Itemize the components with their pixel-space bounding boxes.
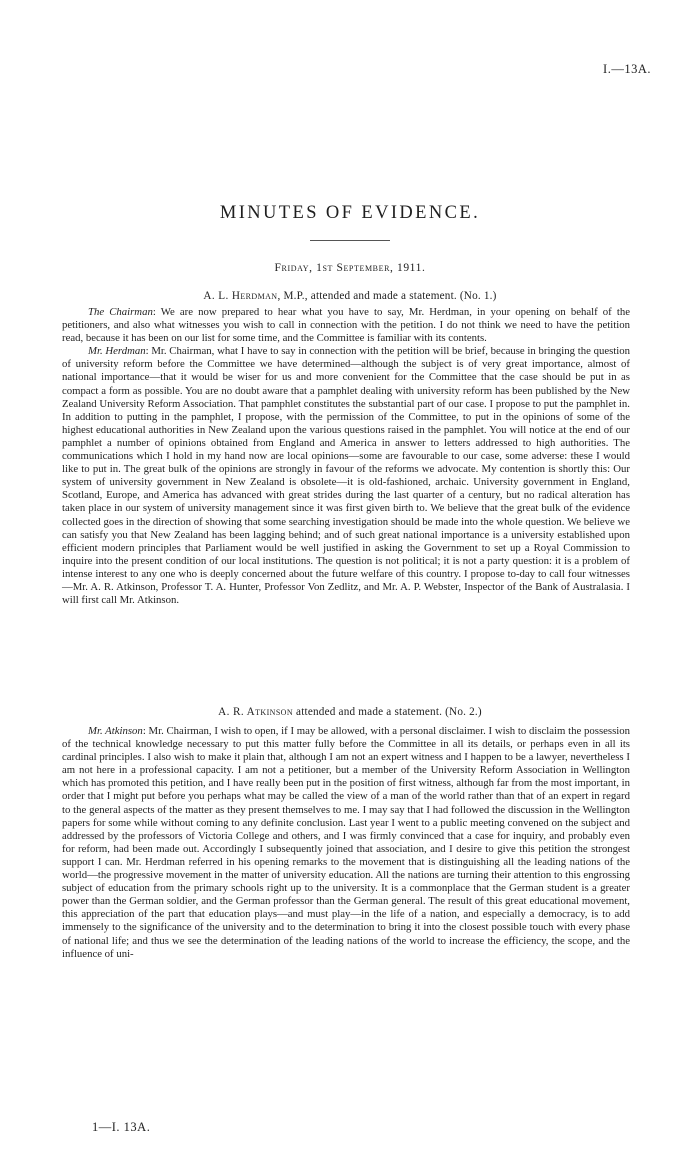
- witness-name-2: A. R. Atkinson: [218, 706, 294, 718]
- witness-name-1: A. L. Herdman: [203, 290, 278, 302]
- paragraph-text: : Mr. Chairman, I wish to open, if I may be allowed, with a personal disclaimer. I wish to disclaim the possession of the technical knowledge necessary to put this matter fully before the Committee in all its details, or perhaps even in all its cardinal principles. I also wish to make it plain that, although I am not an expert witness and I happen to be a lawyer, nevertheless I am not here in a professional capacity. I am not a petitioner, but a member of the University Reform Association in Wellington which has promoted this petition, and I have really been put in the position of first witness, although far from the most important, in order that I might put before you perhaps what may be called the view of a man of the world rather than that of an expert in regard to the general aspects of the matter as they present themselves to me. I may say that I had followed the discussion in the Wellington papers for some while without coming to any definite conclusion. Last year I went to a public meeting convened on the subject and addressed by the professors of Victoria College and others, and I was firmly convinced that a case for inquiry, and probably even for reform, had been made out. Accordingly I subsequently joined that association, and I desire to give this petition the strongest support I can. Mr. Herdman referred in his opening remarks to the movement that is distinguishing all the leading nations of the world—the progressive movement in the matter of university education. All the nations are turning their attention to this engrossing subject of education from the primary schools right up to the university. It is a commonplace that the German student is a greater power than the German soldier, and the German professor than the German general. The result of this great educational movement, this appreciation of the part that education plays—and must play—in the life of a nation, and especially a democracy, is to add immensely to the significance of the university and to the determination to bring it into the closest possible touch with every phase of national life; and thus we see the determination of the leading nations of the world to increase the efficiency, the scope, and the influence of uni-: [62, 725, 631, 960]
- statement-body-1: [62, 306, 630, 607]
- page-reference-footer: 1—I. 13A.: [92, 1120, 151, 1134]
- statement-body-2: [62, 725, 630, 961]
- sitting-date: Friday, 1st September, 1911.: [274, 262, 426, 274]
- statement-heading-2-rest: attended and made a statement. (No. 2.): [293, 706, 482, 718]
- statement-heading-1-rest: , M.P., attended and made a statement. (No. 1.): [277, 290, 497, 302]
- statement-heading-2: [0, 706, 700, 718]
- paragraph: [62, 306, 630, 345]
- paragraph-text: : Mr. Chairman, what I have to say in connection with the petition will be brief, because in bringing the question of university reform before the Committee we have determined—although the subject is of very great importance, almost of national importance—that it would be wiser for us and more convenient for the Committee that the case should be put in as compact a form as possible. You are no doubt aware that a pamphlet dealing with university reform has been published by the New Zealand University Reform Association. That pamphlet constitutes the substantial part of our case. I propose to put the pamphlet in. In addition to putting in the pamphlet, I propose, with the permission of the Committee, to put in the opinions of some of the highest educational authorities in New Zealand upon the various questions raised in the pamphlet. You will notice at the end of our pamphlet a number of opinions obtained from England and America in answer to letters addressed to high authorities. The communications which I hold in my hand now are local opinions—some are favourable to our case, some adverse: these I would like to put in. The great bulk of the opinions are strongly in favour of the reforms we advocate. My contention is shortly this: Our system of university government in New Zealand is obsolete—it is old-fashioned, archaic. University government in England, Scotland, Europe, and America has advanced with great strides during the last quarter of a century, but no radical alteration has taken place in our system of university management since it was first given birth to. We believe that the great bulk of the evidence collected goes in the direction of showing that some searching investigation should be made into the whole question. We believe we can satisfy you that New Zealand has been lagging behind; and of such great national importance is a university established upon efficient modern principles that Parliament would be well justified in asking the Government to set up a Royal Commission to inquire into the present condition of our local institutions. The question is not political; it is not a party question: it is a problem of intense interest to any one who is deeply concerned about the future welfare of this country. I propose to-day to call four witnesses—Mr. A. R. Atkinson, Professor T. A. Hunter, Professor Von Zedlitz, and Mr. A. P. Webster, Inspector of the Bank of Australasia. I will first call Mr. Atkinson.: [62, 345, 631, 607]
- page-title: MINUTES OF EVIDENCE.: [219, 203, 481, 223]
- title-divider: [310, 240, 390, 241]
- statement-heading-1: [0, 290, 700, 302]
- page-reference-header: I.—13A.: [603, 62, 651, 76]
- paragraph-text: : We are now prepared to hear what you have to say, Mr. Herdman, in your opening on behalf of the petitioners, and also what witnesses you wish to call in connection with the petition. I do not think we need to have the petition read, because it has been on our list for some time, and the Committee is familiar with its contents.: [62, 306, 630, 345]
- paragraph: [62, 725, 630, 961]
- speaker-name: Mr. Herdman: [88, 345, 146, 358]
- speaker-name: The Chairman: [88, 306, 153, 318]
- paragraph: [62, 345, 630, 607]
- speaker-name: Mr. Atkinson: [88, 725, 143, 737]
